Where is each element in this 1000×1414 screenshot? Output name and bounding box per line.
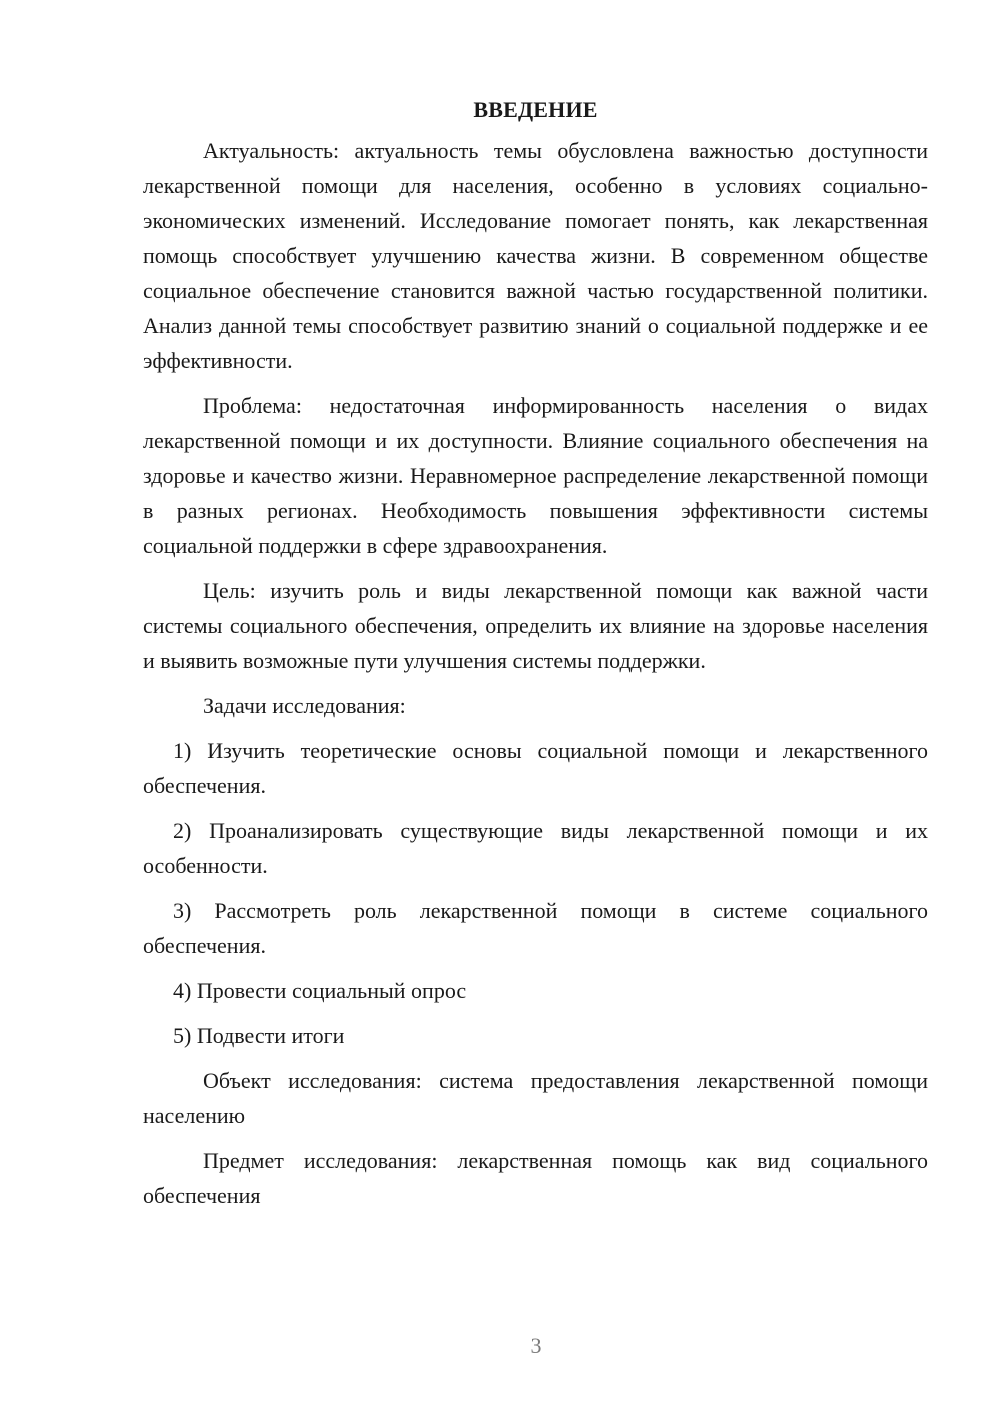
task-item-2: 2) Проанализировать существующие виды лекарственной помощи и их особенности. — [143, 818, 928, 878]
page-number: 3 — [530, 1333, 542, 1358]
relevance-paragraph: Актуальность: актуальность темы обусловлена важностью доступности лекарственной помощи для населения, особенно в условиях социально-экономических изменений. Исследование помогает понять, как лекарственная помощь способствует улучшению качества жизни. В современном обществе социальное обеспечение становится важной частью государственной политики. Анализ данной темы способствует развитию знаний о социальной поддержке и ее эффективности. — [143, 138, 928, 373]
problem-paragraph: Проблема: недостаточная информированность населения о видах лекарственной помощи и их доступности. Влияние социального обеспечения на здоровье и качество жизни. Неравномерное распределение лекарственной помощи в разных регионах. Необходимость повышения эффективности системы социальной поддержки в сфере здравоохранения. — [143, 393, 928, 558]
tasks-intro: Задачи исследования: — [203, 693, 406, 718]
goal-paragraph: Цель: изучить роль и виды лекарственной помощи как важной части системы социального обеспечения, определить их влияние на здоровье населения и выявить возможные пути улучшения системы поддержки. — [143, 578, 928, 673]
task-item-5: 5) Подвести итоги — [173, 1023, 345, 1048]
task-item-4: 4) Провести социальный опрос — [173, 978, 467, 1003]
task-item-1: 1) Изучить теоретические основы социальной помощи и лекарственного обеспечения. — [143, 738, 928, 798]
section-heading: ВВЕДЕНИЕ — [473, 97, 598, 122]
object-paragraph: Объект исследования: система предоставления лекарственной помощи населению — [143, 1068, 928, 1128]
page-content — [143, 92, 928, 1223]
task-item-3: 3) Рассмотреть роль лекарственной помощи в системе социального обеспечения. — [143, 898, 928, 958]
subject-paragraph: Предмет исследования: лекарственная помощь как вид социального обеспечения — [143, 1148, 928, 1208]
